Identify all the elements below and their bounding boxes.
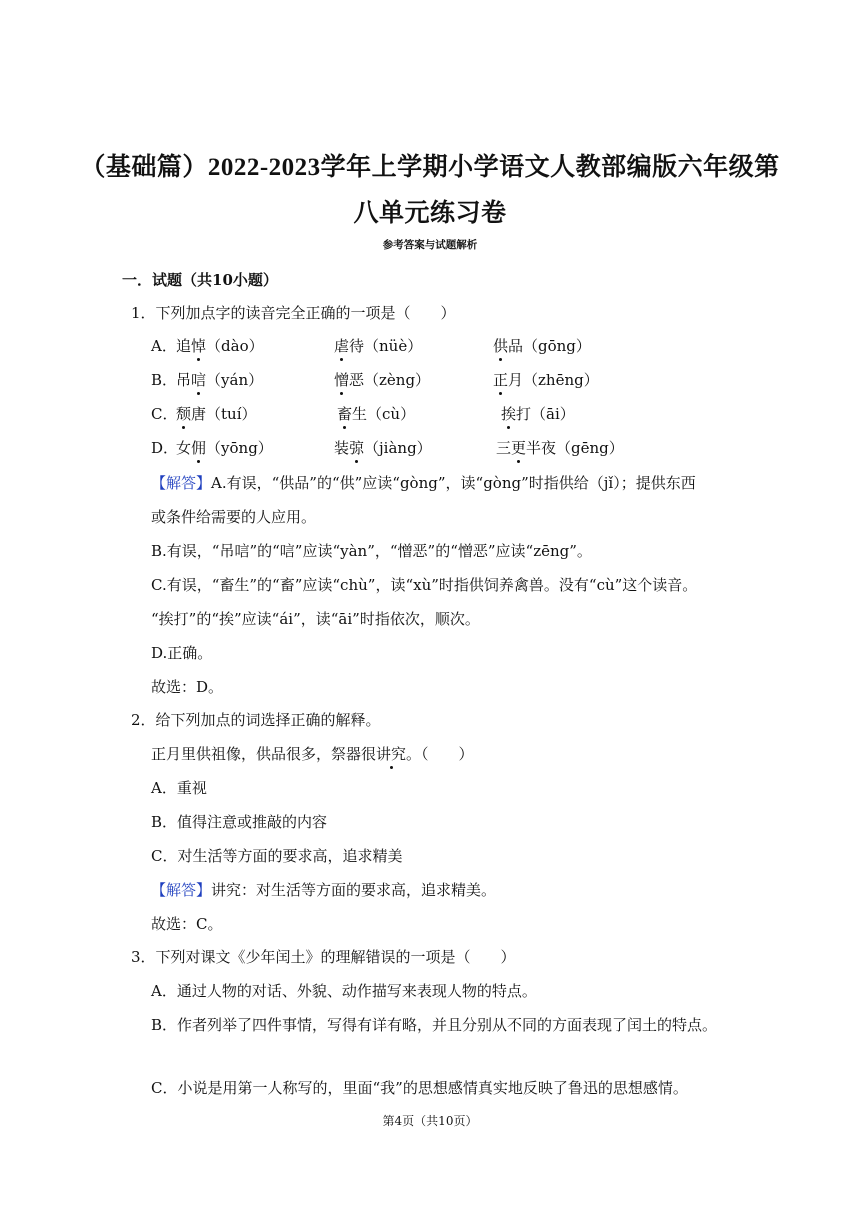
dotted-character: 唁 [191, 371, 207, 389]
section-heading: 一．试题（共10小题） [122, 271, 278, 289]
option-word: 虐待（nüè） [334, 337, 423, 355]
option-label: D． [151, 439, 179, 457]
question-1-answer-line-2: 或条件给需要的人应用。 [151, 508, 317, 526]
sentence-paren: 。（ ） [406, 745, 474, 763]
question-2-sentence [151, 744, 474, 764]
question-2-stem: 2．给下列加点的词选择正确的解释。 [131, 711, 381, 729]
document-title-line-2: 八单元练习卷 [353, 200, 507, 227]
question-3-stem: 3．下列对课文《少年闰土》的理解错误的一项是（ ） [131, 948, 516, 966]
question-1-answer-line-6: D.正确。 [151, 644, 213, 662]
answer-tag: 【解答】 [151, 881, 212, 899]
question-3-option-c: C．小说是用第一人称写的，里面“我”的思想感情真实地反映了鲁迅的思想感情。 [151, 1079, 688, 1097]
option-label: B． [151, 371, 178, 389]
question-1-choice: 故选：D。 [151, 678, 224, 696]
dotted-character: 悼 [191, 337, 207, 355]
question-2-option-a: A．重视 [151, 779, 207, 797]
page-footer: 第4页（共10页） [382, 1114, 478, 1128]
question-2-option-c: C．对生活等方面的要求高，追求精美 [151, 847, 403, 865]
option-word: 颓唐（tuí） [176, 405, 257, 423]
answer-text: 讲究：对生活等方面的要求高，追求精美。 [211, 881, 497, 899]
dotted-character: 供 [493, 337, 509, 355]
question-1-answer-line-5: “挨打”的“挨”应读“ái”，读“āi”时指依次，顺次。 [151, 610, 480, 628]
dotted-character: 憎 [334, 371, 350, 389]
dotted-character: 正 [493, 371, 509, 389]
option-word: 挨打（āi） [501, 405, 575, 423]
document-title-line-1: （基础篇）2022-2023学年上学期小学语文人教部编版六年级第 [80, 154, 780, 181]
answer-tag: 【解答】 [151, 474, 212, 492]
dotted-character: 弶 [349, 439, 365, 457]
sentence-text: 正月里供祖像，供品很多，祭器很 [151, 745, 377, 763]
answer-text: A.有误，“供品”的“供”应读“gòng”，读“gòng”时指供给（jǐ）；提供东西 [211, 474, 696, 492]
option-word: 女佣（yōng） [176, 439, 273, 457]
option-label: C． [151, 405, 178, 423]
dotted-character: 畜 [337, 405, 353, 423]
question-1-answer-line-1 [151, 473, 696, 493]
document-subtitle: 参考答案与试题解析 [382, 239, 478, 251]
question-2-answer [151, 880, 496, 900]
question-2-choice: 故选：C。 [151, 915, 223, 933]
option-word: 追悼（dào） [176, 337, 264, 355]
dotted-character: 挨 [501, 405, 517, 423]
question-1-answer-line-4: C.有误，“畜生”的“畜”应读“chù”，读“xù”时指供饲养禽兽。没有“cù”这个读音。 [151, 576, 698, 594]
question-3-option-a: A．通过人物的对话、外貌、动作描写来表现人物的特点。 [151, 982, 537, 1000]
question-3-option-b: B．作者列举了四件事情，写得有详有略，并且分别从不同的方面表现了闰土的特点。 [151, 1016, 718, 1034]
option-word: 憎恶（zèng） [334, 371, 431, 389]
option-word: 吊唁（yán） [176, 371, 264, 389]
option-word: 三更半夜（gēng） [496, 439, 624, 457]
option-word: 正月（zhēng） [493, 371, 599, 389]
dotted-character: 颓 [176, 405, 192, 423]
option-word: 装弶（jiàng） [334, 439, 432, 457]
dotted-character: 更 [511, 439, 527, 457]
question-1-answer-line-3: B.有误，“吊唁”的“唁”应读“yàn”，“憎恶”的“憎恶”应读“zēng”。 [151, 542, 592, 560]
option-word: 供品（gōng） [493, 337, 591, 355]
dotted-word: 讲究 [376, 745, 407, 763]
question-1-stem: 1．下列加点字的读音完全正确的一项是（ ） [131, 304, 456, 322]
option-word: 畜生（cù） [337, 405, 416, 423]
dotted-character: 虐 [334, 337, 350, 355]
option-label: A． [151, 337, 177, 355]
question-2-option-b: B．值得注意或推敲的内容 [151, 813, 328, 831]
dotted-character: 佣 [191, 439, 207, 457]
